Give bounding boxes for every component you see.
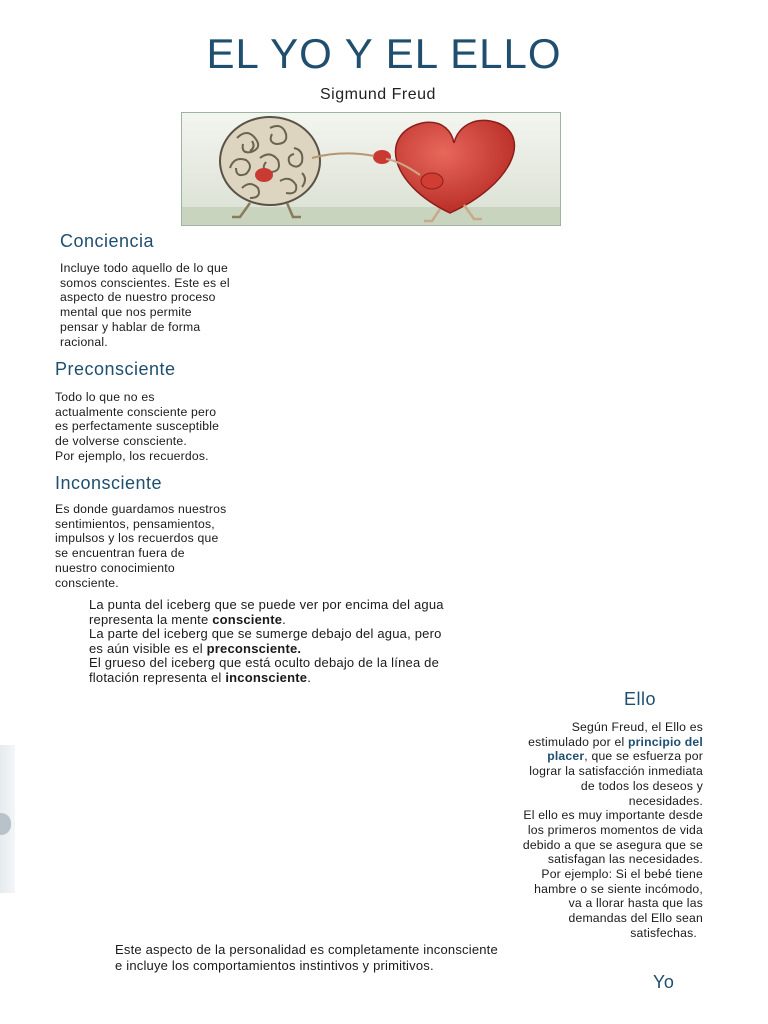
highlight-principio: principio del <box>627 734 703 749</box>
heading-ello: Ello <box>624 689 657 709</box>
text-inconsciente <box>55 502 226 590</box>
text-line: de todos los deseos y <box>580 778 703 793</box>
text-line: e incluye los comportamientos instintivos y primitivos. <box>115 958 434 973</box>
text-line: Este aspecto de la personalidad es completamente inconsciente <box>115 942 498 957</box>
text-line: somos conscientes. Este es el <box>60 275 230 290</box>
heading-inconsciente: Inconsciente <box>55 473 163 493</box>
heading-conciencia: Conciencia <box>60 231 155 251</box>
text-line: pensar y hablar de forma <box>60 319 201 334</box>
text-line: va a llorar hasta que las <box>568 896 703 911</box>
text-ello <box>400 720 703 941</box>
text-line: El grueso del iceberg que está oculto debajo de la línea de <box>89 655 440 671</box>
text-line: Por ejemplo, los recuerdos. <box>55 448 209 463</box>
text-conciencia <box>60 261 230 349</box>
text-line: de volverse consciente. <box>55 434 187 449</box>
text-line: Incluye todo aquello de lo que <box>60 261 228 275</box>
text-preconsciente <box>55 390 219 464</box>
text-line: se encuentran fuera de <box>55 546 185 561</box>
text-line: los primeros momentos de vida <box>527 822 703 837</box>
text-line: representa la mente consciente. <box>89 611 286 627</box>
text-line: Todo lo que no es <box>55 390 155 404</box>
heading-preconsciente: Preconsciente <box>55 359 176 379</box>
text-line: Según Freud, el Ello es <box>571 720 703 734</box>
text-line: flotación representa el inconsciente. <box>89 669 312 685</box>
text-line: El ello es muy importante desde <box>523 808 703 823</box>
highlight-placer: placer <box>547 749 585 764</box>
text-line: lograr la satisfacción inmediata <box>529 764 703 779</box>
text-line: actualmente consciente pero <box>55 404 217 419</box>
text-iceberg <box>89 598 444 686</box>
text-line: es aún visible es el preconsciente. <box>89 640 302 656</box>
text-line: racional. <box>60 334 108 349</box>
document-title: EL YO Y EL ELLO <box>206 30 562 77</box>
left-edge-shape <box>0 813 11 835</box>
text-line: demandas del Ello sean <box>568 911 703 926</box>
text-line: satisfagan las necesidades. <box>547 852 703 867</box>
text-line: es perfectamente susceptible <box>55 419 220 434</box>
text-line: nuestro conocimiento <box>55 560 175 575</box>
text-line: satisfechas. <box>630 925 697 940</box>
bold-preconsciente: preconsciente. <box>206 640 302 656</box>
brain-boxing-heart-illustration <box>181 112 561 226</box>
text-line: Es donde guardamos nuestros <box>55 502 227 516</box>
text-line: Por ejemplo: Si el bebé tiene <box>541 867 703 882</box>
text-line: consciente. <box>55 575 119 590</box>
bold-consciente: consciente <box>212 611 283 627</box>
text-line: debido a que se asegura que se <box>522 837 703 852</box>
text-line: mental que nos permite <box>60 305 192 320</box>
document-author: Sigmund Freud <box>320 86 436 103</box>
text-line: impulsos y los recuerdos que <box>55 531 219 546</box>
text-line: necesidades. <box>628 793 703 808</box>
heading-yo: Yo <box>653 972 675 992</box>
bold-inconsciente: inconsciente <box>225 669 308 685</box>
text-personalidad <box>115 942 498 974</box>
text-line: aspecto de nuestro proceso <box>60 290 216 305</box>
text-line: placer, que se esfuerza por <box>547 749 703 764</box>
text-line: La punta del iceberg que se puede ver por encima del agua <box>89 597 444 612</box>
text-line: estimulado por el principio del <box>528 734 703 749</box>
text-line: sentimientos, pensamientos, <box>55 516 215 531</box>
text-line: La parte del iceberg que se sumerge debajo del agua, pero <box>89 626 442 642</box>
text-line: hambre o se siente incómodo, <box>534 881 703 896</box>
left-edge-image-fragment <box>0 745 15 893</box>
